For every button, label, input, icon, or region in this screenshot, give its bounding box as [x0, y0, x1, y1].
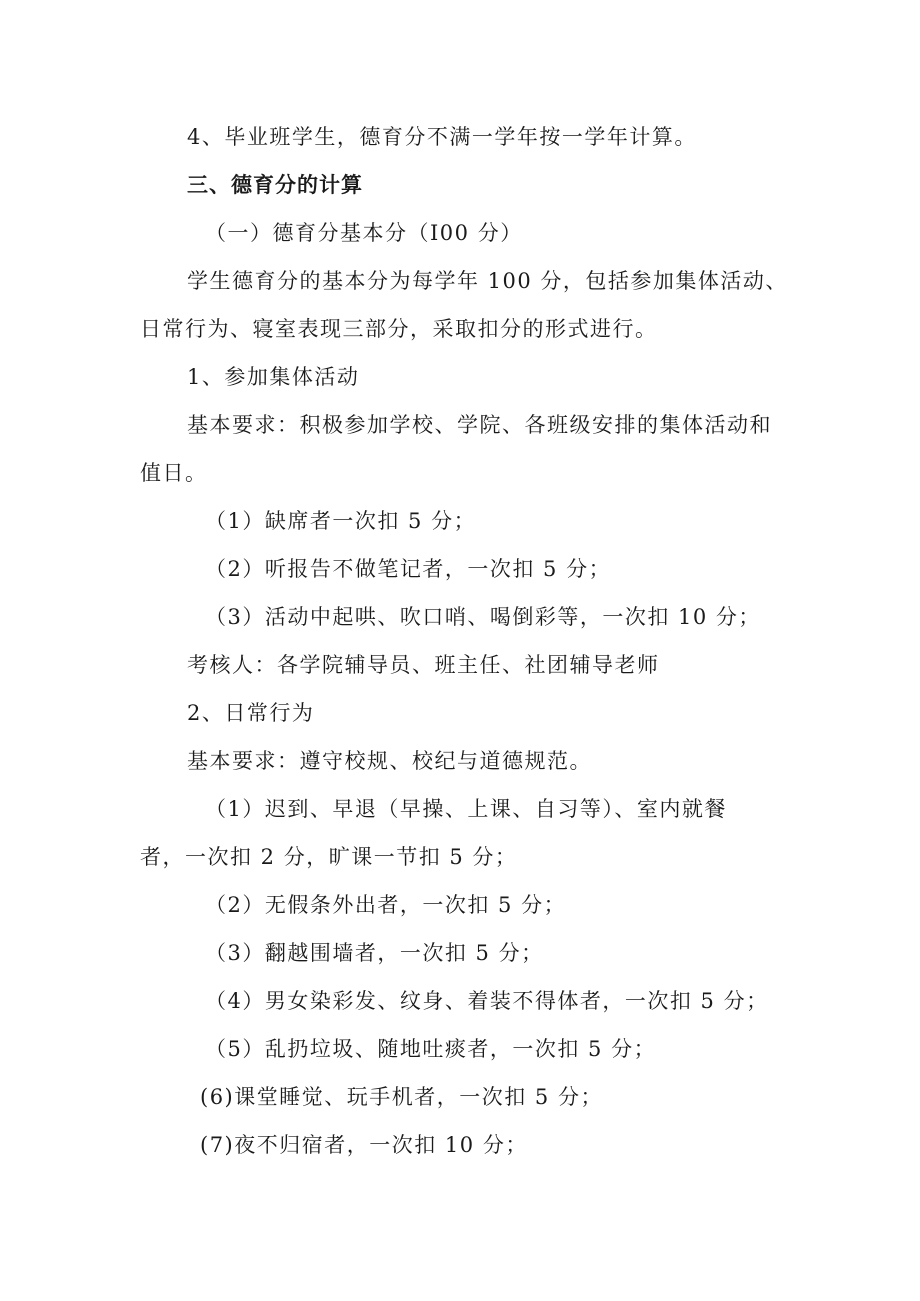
list-item: （2）无假条外出者，一次扣 5 分； [205, 893, 567, 917]
section-heading: 三、德育分的计算 [187, 173, 363, 197]
text-line: 学生德育分的基本分为每学年 100 分，包括参加集体活动、 [187, 269, 788, 293]
text-line: 值日。 [140, 461, 208, 485]
list-item: （2）听报告不做笔记者，一次扣 5 分； [205, 557, 612, 581]
text-line: 基本要求：遵守校规、校纪与道德规范。 [187, 749, 592, 773]
list-item: （1）迟到、早退（早操、上课、自习等）、室内就餐 [205, 797, 727, 821]
text-line: 考核人：各学院辅导员、班主任、社团辅导老师 [187, 653, 660, 677]
text-line: 基本要求：积极参加学校、学院、各班级安排的集体活动和 [187, 413, 772, 437]
text-line: 日常行为、寝室表现三部分，采取扣分的形式进行。 [140, 317, 658, 341]
list-item: (7)夜不归宿者，一次扣 10 分； [200, 1133, 528, 1157]
list-item-continuation: 者，一次扣 2 分，旷课一节扣 5 分； [140, 845, 518, 869]
list-item: （4）男女染彩发、纹身、着装不得体者，一次扣 5 分； [205, 989, 769, 1013]
list-item: （5）乱扔垃圾、随地吐痰者，一次扣 5 分； [205, 1037, 657, 1061]
list-item: （3）活动中起哄、吹口哨、喝倒彩等，一次扣 10 分； [205, 605, 761, 629]
list-item: （1）缺席者一次扣 5 分； [205, 509, 477, 533]
item-heading: 2、日常行为 [187, 701, 315, 725]
item-heading: 1、参加集体活动 [187, 365, 360, 389]
list-item: （3）翻越围墙者，一次扣 5 分； [205, 941, 544, 965]
list-item: (6)课堂睡觉、玩手机者，一次扣 5 分； [200, 1085, 603, 1109]
text-line: 4、毕业班学生，德育分不满一学年按一学年计算。 [187, 125, 697, 149]
subsection-heading: （一）德育分基本分（I00 分） [205, 221, 523, 245]
